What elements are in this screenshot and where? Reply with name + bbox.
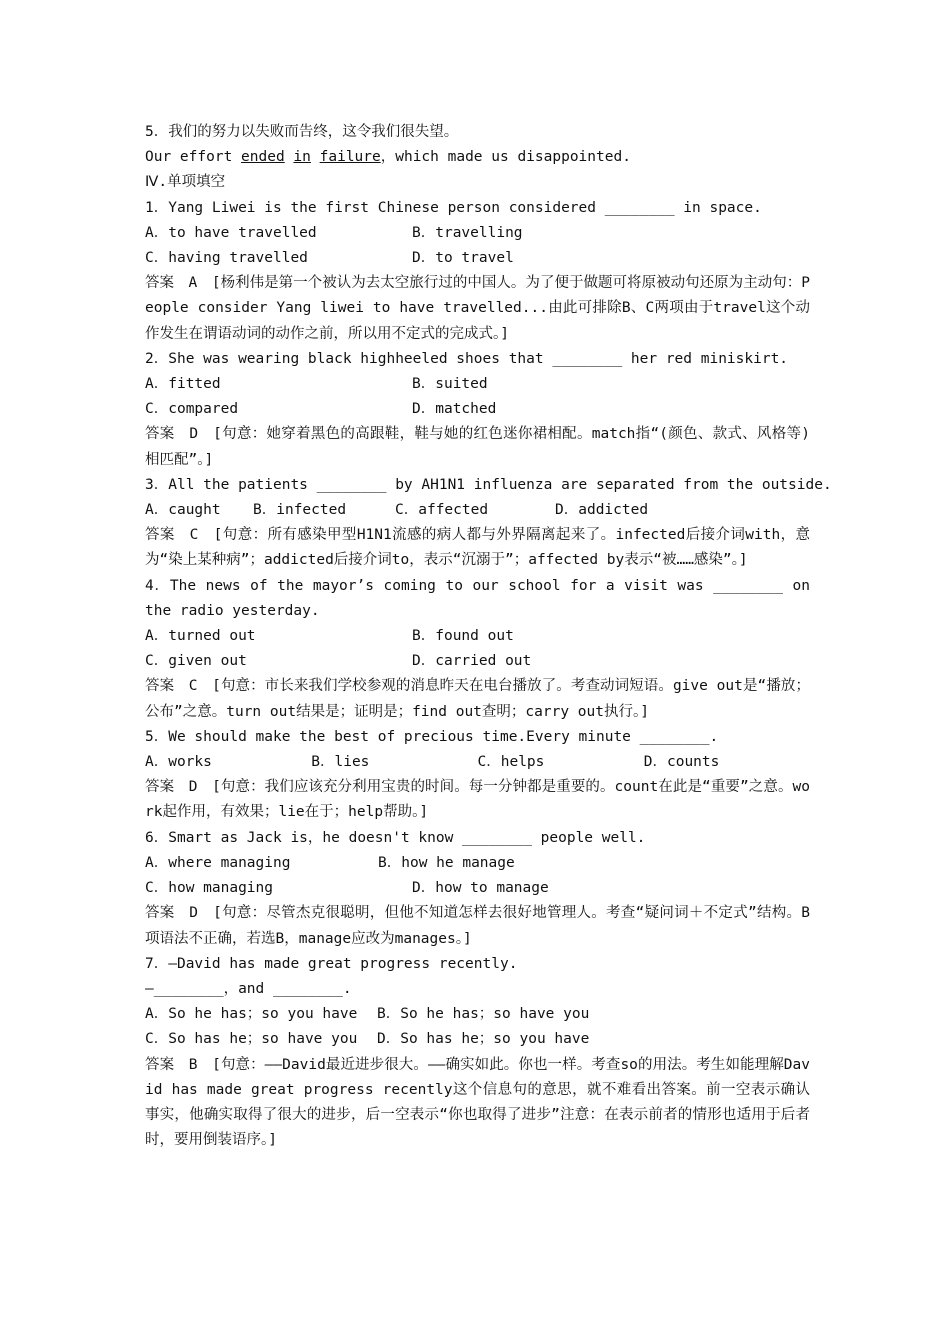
question-stem-response: —________，and ________. (145, 980, 352, 997)
question-options (145, 221, 810, 246)
answer-explanation: 答案 A [杨利伟是第一个被认为去太空旅行过的中国人。为了便于做题可将原被动句还原为主动句：People consider Yang liwei to have travelled...由此可排除B、C两项由于travel这个动作发生在谓语动词的动作之前，所以用不定式的完成式。] (145, 275, 810, 342)
answer-explanation: 答案 D [句意：我们应该充分利用宝贵的时间。每一分钟都是重要的。count在此是“重要”之意。work起作用，有效果；lie在于；help帮助。] (145, 779, 810, 821)
question-options (145, 750, 810, 775)
question-options (145, 1002, 810, 1027)
question-options (145, 246, 810, 271)
option: D．how to manage (412, 880, 549, 897)
option: A．turned out (145, 628, 256, 645)
answer-explanation: 答案 D [句意：她穿着黑色的高跟鞋，鞋与她的红色迷你裙相配。match指“(颜色、款式、风格等)相匹配”。] (145, 426, 810, 468)
question-stem: 3．All the patients ________ by AH1N1 influenza are separated from the outside. (145, 476, 832, 493)
option: B．found out (412, 628, 514, 645)
option: A．to have travelled (145, 224, 317, 241)
option: C．having travelled (145, 250, 308, 267)
question-options (145, 1027, 810, 1052)
option: B．how he manage (378, 854, 515, 871)
question-options (145, 624, 810, 649)
option: B．travelling (412, 224, 523, 241)
option: D．matched (412, 401, 497, 418)
option: A．where managing (145, 854, 291, 871)
section-title: Ⅳ.单项填空 (145, 174, 226, 191)
option: D．to travel (412, 250, 514, 267)
question-stem: 2．She was wearing black highheeled shoes that ________ her red miniskirt. (145, 350, 789, 367)
option: D．counts (643, 754, 720, 771)
question-stem: 1．Yang Liwei is the first Chinese person considered ________ in space. (145, 199, 762, 216)
answer-explanation: 答案 C [句意：市长来我们学校参观的消息昨天在电台播放了。考查动词短语。give out是“播放；公布”之意。turn out结果是；证明是；find out查明；carry out执行。] (145, 678, 810, 720)
question-options (145, 876, 810, 901)
document-page (145, 120, 832, 1153)
question-options (145, 851, 810, 876)
option: C．affected (395, 502, 489, 519)
option: C．how managing (145, 880, 273, 897)
option: B．infected (253, 502, 347, 519)
option: A．fitted (145, 376, 221, 393)
answer-explanation: 答案 D [句意：尽管杰克很聪明，但他不知道怎样去很好地管理人。考查“疑问词＋不定式”结构。B项语法不正确，若选B，manage应改为manages。] (145, 905, 810, 947)
question-options (145, 498, 810, 523)
intro-item: 5．我们的努力以失败而告终，这令我们很失望。 (145, 124, 459, 140)
option: D．So has he；so you have (377, 1031, 590, 1048)
option: A．works (145, 754, 212, 771)
option: A．caught (145, 502, 221, 519)
option: B．suited (412, 376, 488, 393)
question-stem: 7．—David has made great progress recently. (145, 955, 518, 972)
option: D．carried out (412, 653, 532, 670)
question-options (145, 649, 810, 674)
question-stem: 4．The news of the mayor’s coming to our school for a visit was ________ on the radio yesterday. (145, 577, 810, 619)
intro-translation: Our effort ended in failure，which made us disappointed. (145, 149, 631, 166)
option: D．addicted (555, 502, 649, 519)
question-options (145, 397, 810, 422)
option: A．So he has；so you have (145, 1006, 358, 1023)
question-stem: 5．We should make the best of precious time.Every minute ________. (145, 728, 719, 745)
answer-explanation: 答案 B [句意：——David最近进步很大。——确实如此。你也一样。考查so的用法。考生如能理解David has made great progress recently这个信息句的意思，就不难看出答案。前一空表示确认事实，他确实取得了很大的进步，后一空表示“你也取得了进步”注意：在表示前者的情形也适用于后者时，要用倒装语序。] (145, 1056, 810, 1149)
option: C．So has he；so have you (145, 1031, 358, 1048)
question-stem: 6．Smart as Jack is，he doesn't know ________ people well. (145, 829, 646, 846)
option: B．lies (311, 754, 370, 771)
question-options (145, 372, 810, 397)
option: B．So he has；so have you (377, 1006, 590, 1023)
answer-explanation: 答案 C [句意：所有感染甲型H1N1流感的病人都与外界隔离起来了。infected后接介词with，意为“染上某种病”；addicted后接介词to，表示“沉溺于”；affected by表示“被……感染”。] (145, 527, 810, 569)
option: C．compared (145, 401, 239, 418)
option: C．given out (145, 653, 247, 670)
option: C．helps (477, 754, 545, 771)
